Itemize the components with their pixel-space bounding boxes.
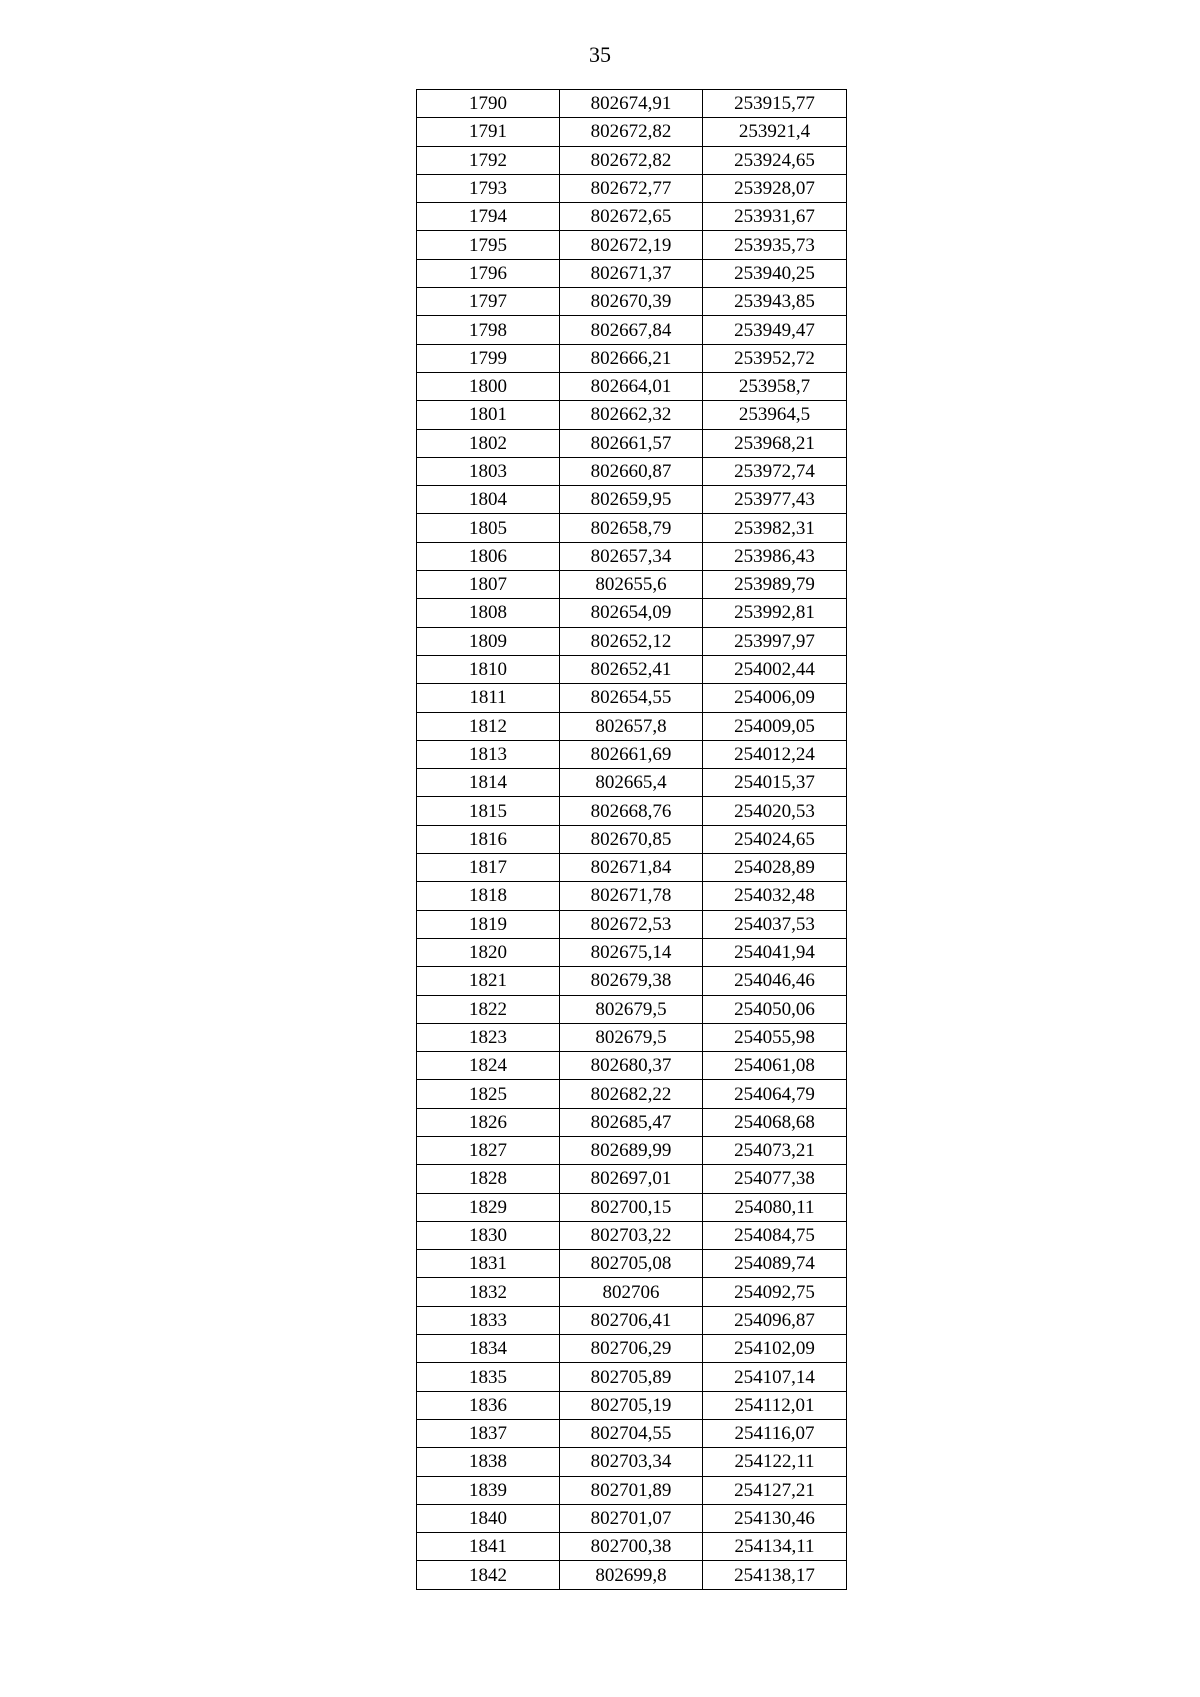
- x-coordinate-cell: 802705,19: [560, 1391, 703, 1419]
- table-row: [417, 854, 847, 882]
- x-coordinate-cell: 802661,69: [560, 740, 703, 768]
- y-coordinate-cell: 253952,72: [703, 344, 847, 372]
- y-coordinate-cell: 254077,38: [703, 1165, 847, 1193]
- point-number-cell: 1822: [417, 995, 560, 1023]
- x-coordinate-cell: 802679,5: [560, 995, 703, 1023]
- table-row: [417, 231, 847, 259]
- y-coordinate-cell: 254068,68: [703, 1108, 847, 1136]
- table-row: [417, 995, 847, 1023]
- point-number-cell: 1803: [417, 457, 560, 485]
- x-coordinate-cell: 802655,6: [560, 571, 703, 599]
- point-number-cell: 1799: [417, 344, 560, 372]
- table-row: [417, 1533, 847, 1561]
- point-number-cell: 1792: [417, 146, 560, 174]
- point-number-cell: 1827: [417, 1136, 560, 1164]
- table-row: [417, 457, 847, 485]
- point-number-cell: 1794: [417, 203, 560, 231]
- x-coordinate-cell: 802670,85: [560, 825, 703, 853]
- point-number-cell: 1793: [417, 174, 560, 202]
- y-coordinate-cell: 254112,01: [703, 1391, 847, 1419]
- table-row: [417, 1221, 847, 1249]
- point-number-cell: 1824: [417, 1052, 560, 1080]
- y-coordinate-cell: 253992,81: [703, 599, 847, 627]
- x-coordinate-cell: 802671,84: [560, 854, 703, 882]
- table-row: [417, 967, 847, 995]
- y-coordinate-cell: 254028,89: [703, 854, 847, 882]
- x-coordinate-cell: 802672,82: [560, 118, 703, 146]
- y-coordinate-cell: 253921,4: [703, 118, 847, 146]
- table-row: [417, 372, 847, 400]
- point-number-cell: 1832: [417, 1278, 560, 1306]
- table-row: [417, 1080, 847, 1108]
- x-coordinate-cell: 802654,55: [560, 684, 703, 712]
- point-number-cell: 1804: [417, 486, 560, 514]
- x-coordinate-cell: 802671,37: [560, 259, 703, 287]
- point-number-cell: 1825: [417, 1080, 560, 1108]
- x-coordinate-cell: 802704,55: [560, 1419, 703, 1447]
- table-row: [417, 627, 847, 655]
- point-number-cell: 1801: [417, 401, 560, 429]
- x-coordinate-cell: 802666,21: [560, 344, 703, 372]
- x-coordinate-cell: 802661,57: [560, 429, 703, 457]
- x-coordinate-cell: 802680,37: [560, 1052, 703, 1080]
- table-row: [417, 146, 847, 174]
- x-coordinate-cell: 802652,12: [560, 627, 703, 655]
- point-number-cell: 1821: [417, 967, 560, 995]
- y-coordinate-cell: 253982,31: [703, 514, 847, 542]
- x-coordinate-cell: 802703,34: [560, 1448, 703, 1476]
- point-number-cell: 1830: [417, 1221, 560, 1249]
- table-row: [417, 1278, 847, 1306]
- point-number-cell: 1826: [417, 1108, 560, 1136]
- point-number-cell: 1813: [417, 740, 560, 768]
- table-row: [417, 174, 847, 202]
- point-number-cell: 1811: [417, 684, 560, 712]
- y-coordinate-cell: 254041,94: [703, 938, 847, 966]
- table-row: [417, 599, 847, 627]
- y-coordinate-cell: 254061,08: [703, 1052, 847, 1080]
- point-number-cell: 1839: [417, 1476, 560, 1504]
- y-coordinate-cell: 254122,11: [703, 1448, 847, 1476]
- point-number-cell: 1841: [417, 1533, 560, 1561]
- table-row: [417, 655, 847, 683]
- x-coordinate-cell: 802668,76: [560, 797, 703, 825]
- table-row: [417, 1250, 847, 1278]
- point-number-cell: 1831: [417, 1250, 560, 1278]
- x-coordinate-cell: 802658,79: [560, 514, 703, 542]
- y-coordinate-cell: 253915,77: [703, 90, 847, 118]
- point-number-cell: 1835: [417, 1363, 560, 1391]
- point-number-cell: 1818: [417, 882, 560, 910]
- x-coordinate-cell: 802706: [560, 1278, 703, 1306]
- y-coordinate-cell: 254055,98: [703, 1023, 847, 1051]
- y-coordinate-cell: 254134,11: [703, 1533, 847, 1561]
- point-number-cell: 1840: [417, 1504, 560, 1532]
- point-number-cell: 1809: [417, 627, 560, 655]
- point-number-cell: 1812: [417, 712, 560, 740]
- table-row: [417, 514, 847, 542]
- x-coordinate-cell: 802672,19: [560, 231, 703, 259]
- point-number-cell: 1833: [417, 1306, 560, 1334]
- y-coordinate-cell: 254050,06: [703, 995, 847, 1023]
- table-row: [417, 542, 847, 570]
- y-coordinate-cell: 254089,74: [703, 1250, 847, 1278]
- table-row: [417, 90, 847, 118]
- table-row: [417, 740, 847, 768]
- y-coordinate-cell: 253968,21: [703, 429, 847, 457]
- x-coordinate-cell: 802682,22: [560, 1080, 703, 1108]
- table-row: [417, 1391, 847, 1419]
- table-row: [417, 712, 847, 740]
- x-coordinate-cell: 802701,89: [560, 1476, 703, 1504]
- point-number-cell: 1814: [417, 769, 560, 797]
- point-number-cell: 1837: [417, 1419, 560, 1447]
- table-row: [417, 316, 847, 344]
- table-row: [417, 288, 847, 316]
- point-number-cell: 1810: [417, 655, 560, 683]
- y-coordinate-cell: 254006,09: [703, 684, 847, 712]
- x-coordinate-cell: 802654,09: [560, 599, 703, 627]
- x-coordinate-cell: 802674,91: [560, 90, 703, 118]
- table-row: [417, 797, 847, 825]
- x-coordinate-cell: 802705,89: [560, 1363, 703, 1391]
- y-coordinate-cell: 254096,87: [703, 1306, 847, 1334]
- table-row: [417, 1476, 847, 1504]
- y-coordinate-cell: 254037,53: [703, 910, 847, 938]
- x-coordinate-cell: 802703,22: [560, 1221, 703, 1249]
- x-coordinate-cell: 802689,99: [560, 1136, 703, 1164]
- y-coordinate-cell: 254107,14: [703, 1363, 847, 1391]
- point-number-cell: 1795: [417, 231, 560, 259]
- point-number-cell: 1808: [417, 599, 560, 627]
- point-number-cell: 1805: [417, 514, 560, 542]
- point-number-cell: 1802: [417, 429, 560, 457]
- y-coordinate-cell: 253928,07: [703, 174, 847, 202]
- y-coordinate-cell: 254102,09: [703, 1335, 847, 1363]
- table-row: [417, 882, 847, 910]
- y-coordinate-cell: 254046,46: [703, 967, 847, 995]
- table-row: [417, 1504, 847, 1532]
- point-number-cell: 1807: [417, 571, 560, 599]
- y-coordinate-cell: 253924,65: [703, 146, 847, 174]
- point-number-cell: 1800: [417, 372, 560, 400]
- y-coordinate-cell: 254020,53: [703, 797, 847, 825]
- table-row: [417, 1108, 847, 1136]
- table-row: [417, 429, 847, 457]
- x-coordinate-cell: 802700,15: [560, 1193, 703, 1221]
- table-row: [417, 684, 847, 712]
- x-coordinate-cell: 802672,53: [560, 910, 703, 938]
- x-coordinate-cell: 802672,82: [560, 146, 703, 174]
- y-coordinate-cell: 253935,73: [703, 231, 847, 259]
- table-row: [417, 1165, 847, 1193]
- table-row: [417, 344, 847, 372]
- table-row: [417, 1023, 847, 1051]
- table-row: [417, 1448, 847, 1476]
- table-row: [417, 401, 847, 429]
- point-number-cell: 1829: [417, 1193, 560, 1221]
- x-coordinate-cell: 802675,14: [560, 938, 703, 966]
- y-coordinate-cell: 254012,24: [703, 740, 847, 768]
- x-coordinate-cell: 802657,8: [560, 712, 703, 740]
- x-coordinate-cell: 802700,38: [560, 1533, 703, 1561]
- point-number-cell: 1806: [417, 542, 560, 570]
- point-number-cell: 1797: [417, 288, 560, 316]
- y-coordinate-cell: 253986,43: [703, 542, 847, 570]
- x-coordinate-cell: 802670,39: [560, 288, 703, 316]
- table-row: [417, 910, 847, 938]
- y-coordinate-cell: 254024,65: [703, 825, 847, 853]
- x-coordinate-cell: 802679,38: [560, 967, 703, 995]
- y-coordinate-cell: 253972,74: [703, 457, 847, 485]
- y-coordinate-cell: 253931,67: [703, 203, 847, 231]
- table-row: [417, 1136, 847, 1164]
- x-coordinate-cell: 802679,5: [560, 1023, 703, 1051]
- y-coordinate-cell: 254127,21: [703, 1476, 847, 1504]
- y-coordinate-cell: 253997,97: [703, 627, 847, 655]
- y-coordinate-cell: 254092,75: [703, 1278, 847, 1306]
- x-coordinate-cell: 802672,77: [560, 174, 703, 202]
- x-coordinate-cell: 802705,08: [560, 1250, 703, 1278]
- y-coordinate-cell: 254080,11: [703, 1193, 847, 1221]
- x-coordinate-cell: 802697,01: [560, 1165, 703, 1193]
- table-row: [417, 571, 847, 599]
- point-number-cell: 1836: [417, 1391, 560, 1419]
- y-coordinate-cell: 253989,79: [703, 571, 847, 599]
- table-row: [417, 1052, 847, 1080]
- x-coordinate-cell: 802659,95: [560, 486, 703, 514]
- x-coordinate-cell: 802662,32: [560, 401, 703, 429]
- point-number-cell: 1834: [417, 1335, 560, 1363]
- table-row: [417, 1419, 847, 1447]
- x-coordinate-cell: 802701,07: [560, 1504, 703, 1532]
- point-number-cell: 1817: [417, 854, 560, 882]
- point-number-cell: 1828: [417, 1165, 560, 1193]
- y-coordinate-cell: 254002,44: [703, 655, 847, 683]
- y-coordinate-cell: 254032,48: [703, 882, 847, 910]
- y-coordinate-cell: 254084,75: [703, 1221, 847, 1249]
- y-coordinate-cell: 254116,07: [703, 1419, 847, 1447]
- point-number-cell: 1816: [417, 825, 560, 853]
- point-number-cell: 1820: [417, 938, 560, 966]
- x-coordinate-cell: 802672,65: [560, 203, 703, 231]
- y-coordinate-cell: 253940,25: [703, 259, 847, 287]
- point-number-cell: 1791: [417, 118, 560, 146]
- y-coordinate-cell: 254130,46: [703, 1504, 847, 1532]
- coordinates-table: [416, 89, 847, 1590]
- x-coordinate-cell: 802660,87: [560, 457, 703, 485]
- x-coordinate-cell: 802657,34: [560, 542, 703, 570]
- page-number: 35: [589, 42, 611, 67]
- x-coordinate-cell: 802685,47: [560, 1108, 703, 1136]
- x-coordinate-cell: 802652,41: [560, 655, 703, 683]
- x-coordinate-cell: 802665,4: [560, 769, 703, 797]
- point-number-cell: 1838: [417, 1448, 560, 1476]
- point-number-cell: 1790: [417, 90, 560, 118]
- y-coordinate-cell: 253949,47: [703, 316, 847, 344]
- y-coordinate-cell: 254138,17: [703, 1561, 847, 1589]
- table-row: [417, 1335, 847, 1363]
- point-number-cell: 1815: [417, 797, 560, 825]
- table-row: [417, 1306, 847, 1334]
- y-coordinate-cell: 253964,5: [703, 401, 847, 429]
- point-number-cell: 1819: [417, 910, 560, 938]
- table-row: [417, 118, 847, 146]
- x-coordinate-cell: 802706,29: [560, 1335, 703, 1363]
- table-row: [417, 259, 847, 287]
- x-coordinate-cell: 802664,01: [560, 372, 703, 400]
- x-coordinate-cell: 802667,84: [560, 316, 703, 344]
- y-coordinate-cell: 254015,37: [703, 769, 847, 797]
- point-number-cell: 1823: [417, 1023, 560, 1051]
- table-row: [417, 825, 847, 853]
- y-coordinate-cell: 254073,21: [703, 1136, 847, 1164]
- y-coordinate-cell: 254064,79: [703, 1080, 847, 1108]
- x-coordinate-cell: 802706,41: [560, 1306, 703, 1334]
- point-number-cell: 1796: [417, 259, 560, 287]
- point-number-cell: 1842: [417, 1561, 560, 1589]
- y-coordinate-cell: 253958,7: [703, 372, 847, 400]
- x-coordinate-cell: 802699,8: [560, 1561, 703, 1589]
- table-row: [417, 486, 847, 514]
- point-number-cell: 1798: [417, 316, 560, 344]
- table-row: [417, 769, 847, 797]
- y-coordinate-cell: 253943,85: [703, 288, 847, 316]
- y-coordinate-cell: 254009,05: [703, 712, 847, 740]
- table-row: [417, 203, 847, 231]
- table-body: [417, 90, 847, 1590]
- table-row: [417, 1363, 847, 1391]
- table-row: [417, 1561, 847, 1589]
- y-coordinate-cell: 253977,43: [703, 486, 847, 514]
- x-coordinate-cell: 802671,78: [560, 882, 703, 910]
- table-row: [417, 938, 847, 966]
- table-row: [417, 1193, 847, 1221]
